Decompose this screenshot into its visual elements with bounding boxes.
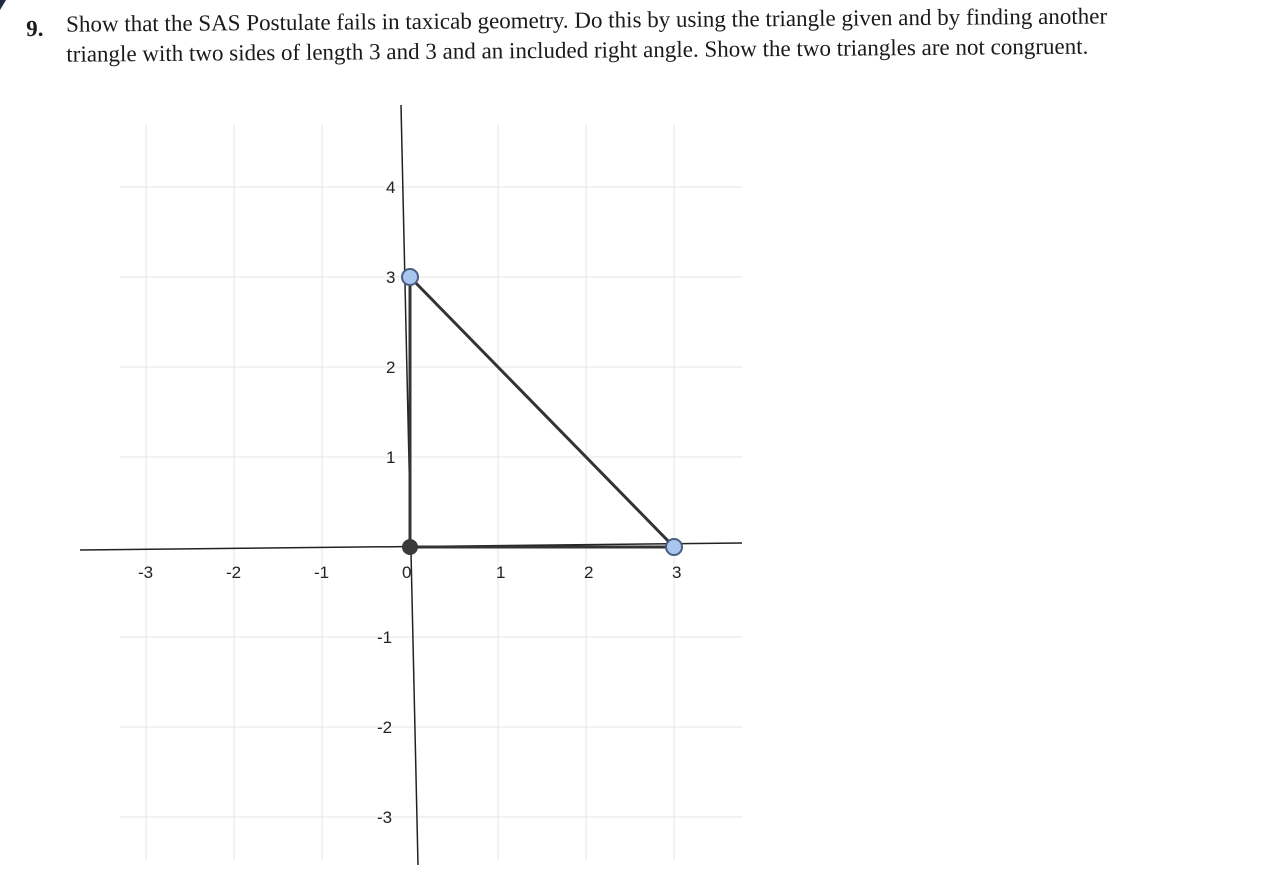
- question-number: 9.: [26, 15, 44, 41]
- x-tick-label: -2: [226, 563, 242, 582]
- triangle-edge-y-vertex-to-x-vertex: [410, 277, 674, 547]
- y-tick-label: 3: [386, 268, 396, 287]
- vertex-point-x-vertex[interactable]: [666, 539, 682, 555]
- y-tick-label: 1: [386, 448, 396, 467]
- y-tick-label: -3: [377, 808, 393, 827]
- y-tick-label: -2: [377, 718, 393, 737]
- vertex-point-y-vertex[interactable]: [402, 269, 418, 285]
- x-tick-label: 1: [496, 563, 506, 582]
- x-tick-label: 3: [672, 563, 682, 582]
- question-text-line-2: triangle with two sides of length 3 and 3 and an included right angle. Show the two triangles are not congruent.: [66, 33, 1089, 67]
- x-tick-label: 2: [584, 563, 594, 582]
- triangle-shape: [410, 277, 674, 547]
- x-tick-label: 0: [402, 563, 412, 582]
- vertex-point-origin[interactable]: [402, 539, 418, 555]
- y-tick-label: 2: [386, 358, 396, 377]
- x-tick-label: -3: [138, 563, 154, 582]
- question-text-line-1: Show that the SAS Postulate fails in taxicab geometry. Do this by using the triangle given and by finding another: [66, 3, 1108, 37]
- y-tick-label: 4: [386, 178, 396, 197]
- y-tick-label: -1: [377, 628, 393, 647]
- x-tick-label: -1: [314, 563, 330, 582]
- grid-lines: [120, 125, 742, 860]
